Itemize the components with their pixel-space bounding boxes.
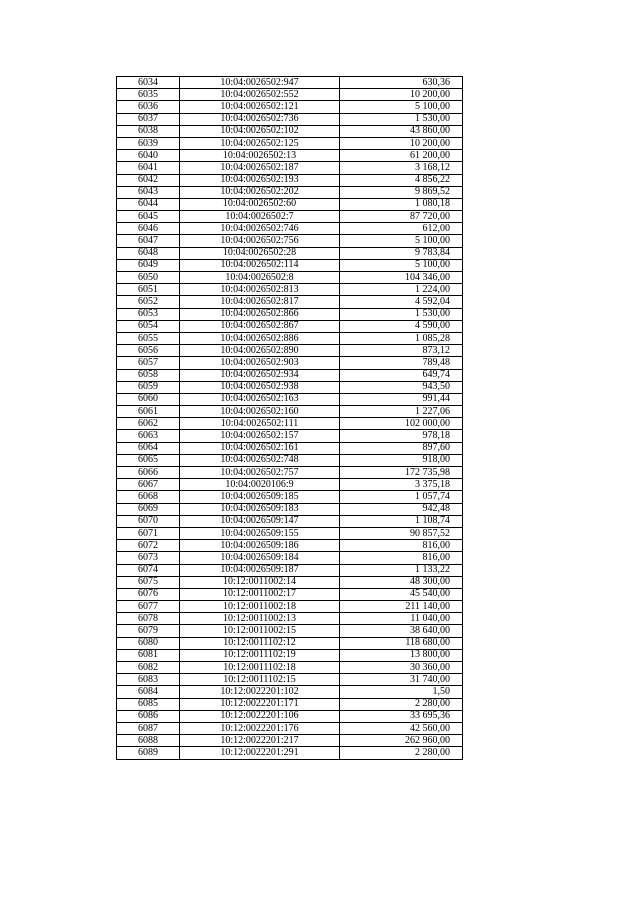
table-row <box>117 235 463 247</box>
row-number-cell: 6058 <box>117 369 180 381</box>
value-cell: 649,74 <box>340 369 463 381</box>
cadastral-number-cell: 10:04:0026509:147 <box>180 515 340 527</box>
row-number-cell: 6054 <box>117 320 180 332</box>
value-cell: 5 100,00 <box>340 101 463 113</box>
row-number-cell: 6086 <box>117 710 180 722</box>
cadastral-number-cell: 10:12:0011002:17 <box>180 588 340 600</box>
table-row <box>117 564 463 576</box>
value-cell: 5 100,00 <box>340 235 463 247</box>
value-cell: 2 280,00 <box>340 698 463 710</box>
table-row <box>117 576 463 588</box>
cadastral-number-cell: 10:04:0026502:193 <box>180 174 340 186</box>
cadastral-number-cell: 10:04:0026509:185 <box>180 491 340 503</box>
row-number-cell: 6063 <box>117 430 180 442</box>
table-row <box>117 601 463 613</box>
cadastral-number-cell: 10:04:0026502:748 <box>180 454 340 466</box>
cadastral-number-cell: 10:12:0022201:102 <box>180 686 340 698</box>
value-cell: 1 530,00 <box>340 113 463 125</box>
row-number-cell: 6067 <box>117 479 180 491</box>
value-cell: 1 085,28 <box>340 332 463 344</box>
value-cell: 90 857,52 <box>340 527 463 539</box>
row-number-cell: 6085 <box>117 698 180 710</box>
table-row <box>117 735 463 747</box>
table-row <box>117 150 463 162</box>
value-cell: 13 800,00 <box>340 649 463 661</box>
table-row <box>117 722 463 734</box>
value-cell: 4 856,22 <box>340 174 463 186</box>
table-row <box>117 662 463 674</box>
cadastral-number-cell: 10:04:0026502:163 <box>180 393 340 405</box>
table-row <box>117 430 463 442</box>
value-cell: 9 783,84 <box>340 247 463 259</box>
cadastral-number-cell: 10:04:0026502:886 <box>180 332 340 344</box>
value-cell: 943,50 <box>340 381 463 393</box>
value-cell: 2 280,00 <box>340 747 463 759</box>
cadastral-number-cell: 10:12:0022201:291 <box>180 747 340 759</box>
cadastral-number-cell: 10:04:0026502:938 <box>180 381 340 393</box>
row-number-cell: 6036 <box>117 101 180 113</box>
table-row <box>117 174 463 186</box>
cadastral-number-cell: 10:04:0026509:184 <box>180 552 340 564</box>
table-row <box>117 393 463 405</box>
row-number-cell: 6065 <box>117 454 180 466</box>
table-row <box>117 259 463 271</box>
row-number-cell: 6040 <box>117 150 180 162</box>
cadastral-number-cell: 10:04:0026509:186 <box>180 540 340 552</box>
row-number-cell: 6059 <box>117 381 180 393</box>
row-number-cell: 6062 <box>117 418 180 430</box>
cadastral-number-cell: 10:04:0026502:867 <box>180 320 340 332</box>
value-cell: 30 360,00 <box>340 662 463 674</box>
cadastral-number-cell: 10:12:0022201:176 <box>180 722 340 734</box>
row-number-cell: 6076 <box>117 588 180 600</box>
row-number-cell: 6049 <box>117 259 180 271</box>
cadastral-number-cell: 10:12:0022201:171 <box>180 698 340 710</box>
row-number-cell: 6047 <box>117 235 180 247</box>
table-row <box>117 198 463 210</box>
value-cell: 48 300,00 <box>340 576 463 588</box>
cadastral-number-cell: 10:04:0026502:160 <box>180 406 340 418</box>
row-number-cell: 6068 <box>117 491 180 503</box>
table-row <box>117 162 463 174</box>
table-row <box>117 747 463 759</box>
row-number-cell: 6044 <box>117 198 180 210</box>
row-number-cell: 6038 <box>117 125 180 137</box>
value-cell: 1 057,74 <box>340 491 463 503</box>
value-cell: 1 227,06 <box>340 406 463 418</box>
value-cell: 1 108,74 <box>340 515 463 527</box>
row-number-cell: 6046 <box>117 223 180 235</box>
value-cell: 42 560,00 <box>340 722 463 734</box>
table-row <box>117 77 463 89</box>
table-row <box>117 101 463 113</box>
table-row <box>117 588 463 600</box>
value-cell: 9 869,52 <box>340 186 463 198</box>
cadastral-number-cell: 10:04:0026502:157 <box>180 430 340 442</box>
cadastral-number-cell: 10:04:0026502:121 <box>180 101 340 113</box>
table-row <box>117 686 463 698</box>
cadastral-number-cell: 10:04:0026502:890 <box>180 345 340 357</box>
row-number-cell: 6053 <box>117 308 180 320</box>
cadastral-number-cell: 10:12:0022201:106 <box>180 710 340 722</box>
table-row <box>117 89 463 101</box>
row-number-cell: 6077 <box>117 601 180 613</box>
cadastral-number-cell: 10:04:0026502:60 <box>180 198 340 210</box>
value-cell: 789,48 <box>340 357 463 369</box>
value-cell: 61 200,00 <box>340 150 463 162</box>
table-row <box>117 515 463 527</box>
row-number-cell: 6071 <box>117 527 180 539</box>
cadastral-number-cell: 10:04:0026502:757 <box>180 467 340 479</box>
value-cell: 816,00 <box>340 552 463 564</box>
cadastral-number-cell: 10:04:0026502:947 <box>180 77 340 89</box>
row-number-cell: 6041 <box>117 162 180 174</box>
cadastral-value-table <box>116 76 463 760</box>
row-number-cell: 6089 <box>117 747 180 759</box>
table-body <box>117 77 463 760</box>
value-cell: 897,60 <box>340 442 463 454</box>
table-row <box>117 186 463 198</box>
cadastral-number-cell: 10:12:0011002:14 <box>180 576 340 588</box>
cadastral-number-cell: 10:04:0026502:28 <box>180 247 340 259</box>
value-cell: 104 346,00 <box>340 272 463 284</box>
table-row <box>117 345 463 357</box>
table-row <box>117 637 463 649</box>
row-number-cell: 6057 <box>117 357 180 369</box>
value-cell: 43 860,00 <box>340 125 463 137</box>
row-number-cell: 6083 <box>117 674 180 686</box>
row-number-cell: 6050 <box>117 272 180 284</box>
table-row <box>117 418 463 430</box>
value-cell: 3 168,12 <box>340 162 463 174</box>
value-cell: 45 540,00 <box>340 588 463 600</box>
value-cell: 11 040,00 <box>340 613 463 625</box>
table-row <box>117 649 463 661</box>
table-row <box>117 125 463 137</box>
cadastral-number-cell: 10:04:0026502:8 <box>180 272 340 284</box>
row-number-cell: 6084 <box>117 686 180 698</box>
table-row <box>117 540 463 552</box>
cadastral-number-cell: 10:12:0011102:12 <box>180 637 340 649</box>
row-number-cell: 6042 <box>117 174 180 186</box>
row-number-cell: 6073 <box>117 552 180 564</box>
value-cell: 172 735,98 <box>340 467 463 479</box>
cadastral-number-cell: 10:12:0011002:15 <box>180 625 340 637</box>
value-cell: 4 592,04 <box>340 296 463 308</box>
row-number-cell: 6039 <box>117 137 180 149</box>
cadastral-number-cell: 10:12:0011102:19 <box>180 649 340 661</box>
row-number-cell: 6080 <box>117 637 180 649</box>
value-cell: 31 740,00 <box>340 674 463 686</box>
value-cell: 118 680,00 <box>340 637 463 649</box>
cadastral-number-cell: 10:04:0026502:866 <box>180 308 340 320</box>
cadastral-number-cell: 10:04:0026502:111 <box>180 418 340 430</box>
value-cell: 942,48 <box>340 503 463 515</box>
row-number-cell: 6037 <box>117 113 180 125</box>
value-cell: 612,00 <box>340 223 463 235</box>
cadastral-number-cell: 10:04:0026502:934 <box>180 369 340 381</box>
table-row <box>117 479 463 491</box>
cadastral-number-cell: 10:04:0026509:183 <box>180 503 340 515</box>
row-number-cell: 6066 <box>117 467 180 479</box>
cadastral-number-cell: 10:04:0026502:114 <box>180 259 340 271</box>
value-cell: 991,44 <box>340 393 463 405</box>
table-row <box>117 272 463 284</box>
table-row <box>117 625 463 637</box>
value-cell: 262 960,00 <box>340 735 463 747</box>
value-cell: 918,00 <box>340 454 463 466</box>
table-row <box>117 332 463 344</box>
cadastral-number-cell: 10:04:0026502:13 <box>180 150 340 162</box>
row-number-cell: 6055 <box>117 332 180 344</box>
cadastral-number-cell: 10:04:0026502:736 <box>180 113 340 125</box>
table-row <box>117 247 463 259</box>
value-cell: 10 200,00 <box>340 137 463 149</box>
value-cell: 38 640,00 <box>340 625 463 637</box>
table-row <box>117 211 463 223</box>
cadastral-number-cell: 10:04:0026502:161 <box>180 442 340 454</box>
row-number-cell: 6060 <box>117 393 180 405</box>
value-cell: 4 590,00 <box>340 320 463 332</box>
value-cell: 1 080,18 <box>340 198 463 210</box>
row-number-cell: 6051 <box>117 284 180 296</box>
cadastral-number-cell: 10:04:0026509:155 <box>180 527 340 539</box>
row-number-cell: 6034 <box>117 77 180 89</box>
value-cell: 978,18 <box>340 430 463 442</box>
cadastral-number-cell: 10:12:0022201:217 <box>180 735 340 747</box>
cadastral-number-cell: 10:12:0011102:18 <box>180 662 340 674</box>
value-cell: 87 720,00 <box>340 211 463 223</box>
row-number-cell: 6072 <box>117 540 180 552</box>
table-row <box>117 369 463 381</box>
table-row <box>117 113 463 125</box>
cadastral-number-cell: 10:04:0026502:7 <box>180 211 340 223</box>
cadastral-number-cell: 10:04:0026502:552 <box>180 89 340 101</box>
cadastral-number-cell: 10:04:0026502:746 <box>180 223 340 235</box>
cadastral-number-cell: 10:12:0011102:15 <box>180 674 340 686</box>
table-row <box>117 491 463 503</box>
value-cell: 5 100,00 <box>340 259 463 271</box>
row-number-cell: 6045 <box>117 211 180 223</box>
row-number-cell: 6074 <box>117 564 180 576</box>
value-cell: 816,00 <box>340 540 463 552</box>
cadastral-number-cell: 10:04:0026502:903 <box>180 357 340 369</box>
row-number-cell: 6075 <box>117 576 180 588</box>
table-row <box>117 320 463 332</box>
row-number-cell: 6064 <box>117 442 180 454</box>
cadastral-number-cell: 10:04:0026502:187 <box>180 162 340 174</box>
value-cell: 1 530,00 <box>340 308 463 320</box>
cadastral-number-cell: 10:12:0011002:18 <box>180 601 340 613</box>
table-row <box>117 503 463 515</box>
row-number-cell: 6078 <box>117 613 180 625</box>
table-row <box>117 613 463 625</box>
value-cell: 630,36 <box>340 77 463 89</box>
table-row <box>117 710 463 722</box>
row-number-cell: 6052 <box>117 296 180 308</box>
table-row <box>117 296 463 308</box>
value-cell: 1,50 <box>340 686 463 698</box>
row-number-cell: 6070 <box>117 515 180 527</box>
value-cell: 211 140,00 <box>340 601 463 613</box>
cadastral-number-cell: 10:12:0011002:13 <box>180 613 340 625</box>
row-number-cell: 6061 <box>117 406 180 418</box>
value-cell: 10 200,00 <box>340 89 463 101</box>
cadastral-number-cell: 10:04:0026502:202 <box>180 186 340 198</box>
row-number-cell: 6048 <box>117 247 180 259</box>
row-number-cell: 6056 <box>117 345 180 357</box>
table-row <box>117 552 463 564</box>
row-number-cell: 6035 <box>117 89 180 101</box>
row-number-cell: 6079 <box>117 625 180 637</box>
value-cell: 873,12 <box>340 345 463 357</box>
value-cell: 1 133,22 <box>340 564 463 576</box>
cadastral-number-cell: 10:04:0020106:9 <box>180 479 340 491</box>
table-row <box>117 527 463 539</box>
table-row <box>117 223 463 235</box>
table-row <box>117 308 463 320</box>
cadastral-number-cell: 10:04:0026502:125 <box>180 137 340 149</box>
value-cell: 102 000,00 <box>340 418 463 430</box>
row-number-cell: 6081 <box>117 649 180 661</box>
table-row <box>117 137 463 149</box>
value-cell: 1 224,00 <box>340 284 463 296</box>
cadastral-number-cell: 10:04:0026502:102 <box>180 125 340 137</box>
cadastral-number-cell: 10:04:0026509:187 <box>180 564 340 576</box>
table-row <box>117 467 463 479</box>
value-cell: 33 695,36 <box>340 710 463 722</box>
table-row <box>117 357 463 369</box>
value-cell: 3 375,18 <box>340 479 463 491</box>
cadastral-number-cell: 10:04:0026502:813 <box>180 284 340 296</box>
row-number-cell: 6088 <box>117 735 180 747</box>
table-row <box>117 674 463 686</box>
table-row <box>117 406 463 418</box>
row-number-cell: 6082 <box>117 662 180 674</box>
table-row <box>117 698 463 710</box>
table-row <box>117 381 463 393</box>
row-number-cell: 6043 <box>117 186 180 198</box>
table-row <box>117 442 463 454</box>
cadastral-number-cell: 10:04:0026502:817 <box>180 296 340 308</box>
row-number-cell: 6087 <box>117 722 180 734</box>
cadastral-number-cell: 10:04:0026502:756 <box>180 235 340 247</box>
row-number-cell: 6069 <box>117 503 180 515</box>
table-row <box>117 454 463 466</box>
table-row <box>117 284 463 296</box>
